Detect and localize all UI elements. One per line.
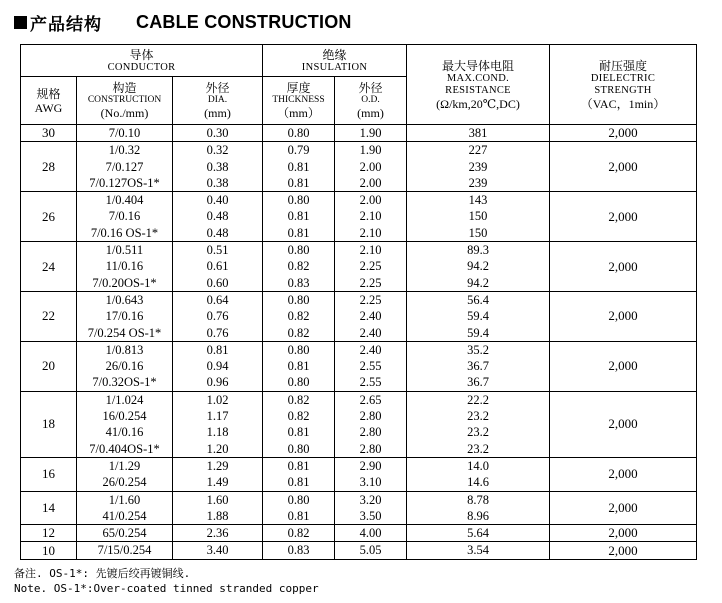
dia-cell — [173, 341, 263, 391]
construction-cell — [77, 142, 173, 192]
table-row — [21, 542, 697, 559]
table-row — [21, 125, 697, 142]
section-title — [14, 9, 352, 35]
od-value: 2.40 — [359, 325, 382, 340]
od-value: 3.50 — [359, 508, 382, 523]
construction-value: 1/0.643 — [105, 292, 144, 307]
resistance-cell — [407, 542, 550, 559]
dia-value: 0.64 — [206, 292, 229, 307]
dia-value: 0.48 — [206, 225, 229, 240]
dielectric-cell: 2,000 — [550, 525, 697, 542]
dielectric-cell: 2,000 — [550, 391, 697, 457]
dia-value: 0.48 — [206, 209, 229, 224]
header-construction: 构造 CONSTRUCTION (No./mm) — [77, 77, 173, 125]
thickness-value: 0.82 — [287, 392, 310, 407]
resistance-value: 14.6 — [467, 475, 489, 490]
thickness-value: 0.83 — [287, 543, 310, 558]
resistance-value: 3.54 — [467, 543, 489, 558]
od-cell — [335, 391, 407, 457]
awg-cell: 30 — [21, 125, 77, 142]
od-value: 2.55 — [359, 359, 382, 374]
construction-value: 7/0.32OS-1* — [92, 375, 157, 390]
construction-value: 7/15/0.254 — [97, 543, 152, 558]
thickness-value: 0.80 — [287, 375, 310, 390]
resistance-value: 150 — [468, 225, 488, 240]
construction-value: 1/0.404 — [105, 193, 144, 208]
header-dielectric: 耐压强度 DIELECTRIC STRENGTH （VAC，1min） — [550, 45, 697, 125]
construction-cell — [77, 242, 173, 292]
thickness-value: 0.80 — [287, 243, 310, 258]
dia-value: 1.20 — [206, 441, 229, 456]
dia-value: 0.40 — [206, 193, 229, 208]
table-row — [21, 291, 697, 341]
resistance-value: 239 — [468, 175, 488, 190]
od-cell — [335, 125, 407, 142]
table-row — [21, 491, 697, 525]
dia-cell — [173, 142, 263, 192]
construction-value: 7/0.404OS-1* — [89, 441, 160, 456]
header-resistance: 最大导体电阻 MAX.COND. RESISTANCE (Ω/km,20℃,DC) — [407, 45, 550, 125]
resistance-cell — [407, 457, 550, 491]
dielectric-cell: 2,000 — [550, 457, 697, 491]
cable-construction-table — [20, 44, 697, 560]
thickness-value: 0.80 — [287, 441, 310, 456]
table-row — [21, 341, 697, 391]
dielectric-cell: 2,000 — [550, 542, 697, 559]
construction-value: 7/0.16 OS-1* — [90, 225, 159, 240]
od-cell — [335, 491, 407, 525]
thickness-cell — [263, 525, 335, 542]
thickness-value: 0.83 — [287, 275, 310, 290]
dia-value: 3.40 — [206, 543, 229, 558]
od-value: 3.10 — [359, 475, 382, 490]
construction-value: 7/0.20OS-1* — [92, 275, 157, 290]
header-conductor: 导体 CONDUCTOR — [21, 45, 263, 77]
awg-cell: 24 — [21, 242, 77, 292]
thickness-cell — [263, 391, 335, 457]
construction-value: 26/0.16 — [105, 359, 144, 374]
od-cell — [335, 525, 407, 542]
resistance-value: 381 — [468, 126, 488, 140]
od-value: 2.90 — [359, 458, 382, 473]
awg-cell: 14 — [21, 491, 77, 525]
black-square-icon — [14, 16, 27, 29]
od-cell — [335, 291, 407, 341]
resistance-cell — [407, 525, 550, 542]
od-value: 2.10 — [359, 243, 382, 258]
dia-cell — [173, 125, 263, 142]
construction-value: 7/0.127OS-1* — [89, 175, 160, 190]
thickness-value: 0.80 — [287, 126, 310, 140]
resistance-value: 94.2 — [467, 259, 489, 274]
table-row — [21, 242, 697, 292]
od-value: 2.40 — [359, 342, 382, 357]
construction-value: 41/0.254 — [102, 508, 147, 523]
thickness-value: 0.82 — [287, 259, 310, 274]
od-value: 2.80 — [359, 409, 382, 424]
dia-cell — [173, 542, 263, 559]
resistance-value: 59.4 — [467, 309, 489, 324]
dia-value: 1.17 — [206, 409, 229, 424]
dia-value: 0.30 — [206, 126, 229, 140]
thickness-value: 0.81 — [287, 359, 310, 374]
resistance-cell — [407, 125, 550, 142]
thickness-value: 0.82 — [287, 409, 310, 424]
thickness-value: 0.81 — [287, 458, 310, 473]
construction-value: 7/0.10 — [108, 126, 141, 140]
dia-value: 1.29 — [206, 458, 229, 473]
thickness-cell — [263, 192, 335, 242]
od-value: 4.00 — [359, 526, 382, 541]
resistance-value: 8.96 — [467, 508, 489, 523]
od-value: 2.80 — [359, 425, 382, 440]
construction-value: 17/0.16 — [105, 309, 144, 324]
dia-value: 0.94 — [206, 359, 229, 374]
construction-cell — [77, 192, 173, 242]
dielectric-cell: 2,000 — [550, 242, 697, 292]
od-value: 2.65 — [359, 392, 382, 407]
dia-value: 0.61 — [206, 259, 229, 274]
construction-cell — [77, 491, 173, 525]
table-row — [21, 192, 697, 242]
construction-cell — [77, 341, 173, 391]
awg-cell: 18 — [21, 391, 77, 457]
table-row — [21, 525, 697, 542]
resistance-cell — [407, 192, 550, 242]
od-value: 5.05 — [359, 543, 382, 558]
dia-value: 0.38 — [206, 159, 229, 174]
od-cell — [335, 142, 407, 192]
awg-cell: 28 — [21, 142, 77, 192]
resistance-cell — [407, 391, 550, 457]
dia-cell — [173, 525, 263, 542]
dia-value: 0.32 — [206, 143, 229, 158]
awg-cell: 26 — [21, 192, 77, 242]
od-cell — [335, 341, 407, 391]
resistance-cell — [407, 242, 550, 292]
thickness-value: 0.80 — [287, 342, 310, 357]
construction-cell — [77, 542, 173, 559]
resistance-cell — [407, 291, 550, 341]
od-value: 2.80 — [359, 441, 382, 456]
thickness-value: 0.80 — [287, 292, 310, 307]
dielectric-cell: 2,000 — [550, 125, 697, 142]
table-body — [21, 125, 697, 560]
awg-cell: 20 — [21, 341, 77, 391]
od-value: 2.00 — [359, 175, 382, 190]
od-value: 3.20 — [359, 492, 382, 507]
od-value: 2.00 — [359, 159, 382, 174]
dia-cell — [173, 391, 263, 457]
dia-value: 0.81 — [206, 342, 229, 357]
od-value: 2.25 — [359, 292, 382, 307]
dia-value: 0.51 — [206, 243, 229, 258]
awg-cell: 16 — [21, 457, 77, 491]
construction-value: 1/0.32 — [108, 143, 141, 158]
dielectric-cell: 2,000 — [550, 192, 697, 242]
resistance-value: 143 — [468, 193, 488, 208]
resistance-value: 35.2 — [467, 342, 489, 357]
thickness-cell — [263, 242, 335, 292]
table-row — [21, 457, 697, 491]
awg-cell: 12 — [21, 525, 77, 542]
title-chinese: 产品结构 — [30, 14, 102, 35]
od-value: 1.90 — [359, 126, 382, 140]
table-row — [21, 391, 697, 457]
construction-value: 1/1.29 — [108, 458, 141, 473]
resistance-value: 239 — [468, 159, 488, 174]
thickness-value: 0.81 — [287, 175, 310, 190]
dia-value: 1.18 — [206, 425, 229, 440]
thickness-value: 0.81 — [287, 159, 310, 174]
awg-cell: 10 — [21, 542, 77, 559]
thickness-value: 0.80 — [287, 193, 310, 208]
dia-value: 2.36 — [206, 526, 229, 541]
od-value: 2.10 — [359, 225, 382, 240]
thickness-value: 0.82 — [287, 325, 310, 340]
title-english: CABLE CONSTRUCTION — [136, 11, 352, 32]
construction-value: 7/0.16 — [108, 209, 141, 224]
thickness-cell — [263, 291, 335, 341]
construction-value: 11/0.16 — [105, 259, 144, 274]
thickness-value: 0.81 — [287, 225, 310, 240]
od-value: 1.90 — [359, 143, 382, 158]
thickness-cell — [263, 457, 335, 491]
resistance-value: 94.2 — [467, 275, 489, 290]
construction-cell — [77, 525, 173, 542]
dia-cell — [173, 291, 263, 341]
od-cell — [335, 192, 407, 242]
resistance-value: 8.78 — [467, 492, 489, 507]
header-dia: 外径 DIA. (mm) — [173, 77, 263, 125]
construction-value: 16/0.254 — [102, 409, 147, 424]
dia-value: 1.49 — [206, 475, 229, 490]
resistance-cell — [407, 491, 550, 525]
resistance-value: 150 — [468, 209, 488, 224]
thickness-value: 0.82 — [287, 309, 310, 324]
construction-cell — [77, 125, 173, 142]
construction-cell — [77, 291, 173, 341]
od-value: 2.00 — [359, 193, 382, 208]
construction-value: 1/0.511 — [105, 243, 144, 258]
dielectric-cell: 2,000 — [550, 491, 697, 525]
thickness-value: 0.81 — [287, 425, 310, 440]
dia-value: 0.76 — [206, 309, 229, 324]
awg-cell: 22 — [21, 291, 77, 341]
dia-value: 1.88 — [206, 508, 229, 523]
od-cell — [335, 457, 407, 491]
note-english: Note. OS-1*:Over-coated tinned stranded copper — [14, 582, 319, 595]
construction-cell — [77, 457, 173, 491]
dia-value: 1.60 — [206, 492, 229, 507]
resistance-value: 23.2 — [467, 425, 489, 440]
construction-cell — [77, 391, 173, 457]
od-value: 2.40 — [359, 309, 382, 324]
header-od: 外径 O.D. (mm) — [335, 77, 407, 125]
resistance-value: 56.4 — [467, 292, 489, 307]
thickness-cell — [263, 491, 335, 525]
construction-value: 26/0.254 — [102, 475, 147, 490]
thickness-value: 0.81 — [287, 209, 310, 224]
dia-cell — [173, 457, 263, 491]
construction-value: 1/1.60 — [108, 492, 141, 507]
construction-value: 41/0.16 — [105, 425, 144, 440]
construction-value: 7/0.127 — [105, 159, 144, 174]
resistance-value: 23.2 — [467, 441, 489, 456]
header-row-top — [21, 45, 697, 77]
dia-value: 0.76 — [206, 325, 229, 340]
dielectric-cell: 2,000 — [550, 291, 697, 341]
construction-value: 65/0.254 — [102, 526, 147, 541]
resistance-value: 227 — [468, 143, 488, 158]
resistance-value: 22.2 — [467, 392, 489, 407]
thickness-cell — [263, 125, 335, 142]
dia-value: 0.96 — [206, 375, 229, 390]
dia-value: 1.02 — [206, 392, 229, 407]
resistance-value: 23.2 — [467, 409, 489, 424]
dia-value: 0.60 — [206, 275, 229, 290]
thickness-cell — [263, 542, 335, 559]
dia-cell — [173, 242, 263, 292]
resistance-value: 59.4 — [467, 325, 489, 340]
header-awg: 规格 AWG — [21, 77, 77, 125]
note-chinese: 备注. OS-1*: 先镀后绞再镀铜线. — [14, 567, 191, 580]
thickness-cell — [263, 142, 335, 192]
od-value: 2.55 — [359, 375, 382, 390]
thickness-value: 0.81 — [287, 508, 310, 523]
dielectric-cell: 2,000 — [550, 142, 697, 192]
table-row — [21, 142, 697, 192]
resistance-cell — [407, 142, 550, 192]
header-thickness: 厚度 THICKNESS （mm） — [263, 77, 335, 125]
resistance-value: 5.64 — [467, 526, 489, 541]
resistance-value: 89.3 — [467, 243, 489, 258]
resistance-value: 36.7 — [467, 359, 489, 374]
thickness-cell — [263, 341, 335, 391]
construction-value: 1/0.813 — [105, 342, 144, 357]
thickness-value: 0.81 — [287, 475, 310, 490]
od-value: 2.10 — [359, 209, 382, 224]
dia-cell — [173, 491, 263, 525]
header-insulation: 绝缘 INSULATION — [263, 45, 407, 77]
od-cell — [335, 542, 407, 559]
resistance-value: 36.7 — [467, 375, 489, 390]
construction-value: 1/1.024 — [105, 392, 144, 407]
thickness-value: 0.79 — [287, 143, 310, 158]
resistance-value: 14.0 — [467, 458, 489, 473]
dia-cell — [173, 192, 263, 242]
od-value: 2.25 — [359, 259, 382, 274]
thickness-value: 0.82 — [287, 526, 310, 541]
thickness-value: 0.80 — [287, 492, 310, 507]
construction-value: 7/0.254 OS-1* — [87, 325, 162, 340]
od-cell — [335, 242, 407, 292]
dielectric-cell: 2,000 — [550, 341, 697, 391]
dia-value: 0.38 — [206, 175, 229, 190]
od-value: 2.25 — [359, 275, 382, 290]
resistance-cell — [407, 341, 550, 391]
